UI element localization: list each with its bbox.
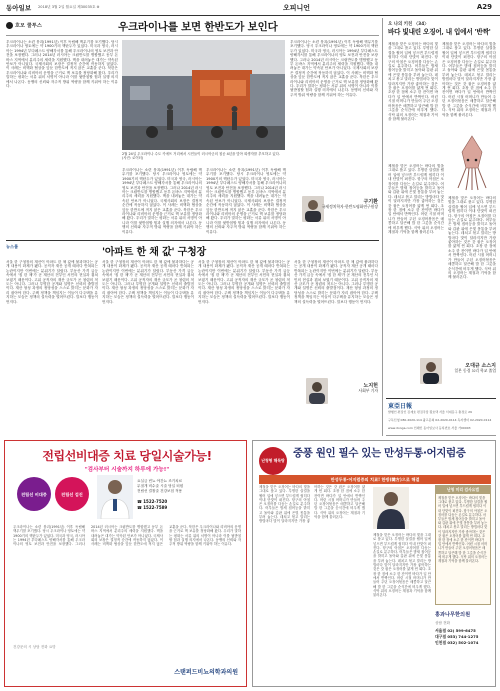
news-headline: '아파트 한 채 값' 구청장 xyxy=(102,247,206,258)
ad2-headline: 중풍 원인 필수 있는 만성두통·어지럼증 xyxy=(293,447,466,459)
news-body-col-1: 서울 한 구청장의 재산이 아파트 한 채 값에 불과하다는 공개 내용이 화제가 됐다. 공직자 재산 공개 때마다 반복되는 논란이지만 이번에는 분위기가 달랐다. 부동산 가격 급등 속에서 '집 한 채'가 곧 재산의 전부인 서민의 현실과 겹쳐 보였기 때문이다. 고위 공직자의 재산 규모가 곧 청렴의 척도는 아니다. 그러나 투명한 공개와 설명은 신뢰의 출발점이다. 재산 형성 과정의 정당성을 스스로 밝히는 문화가 자리 잡아야 한다. 주택 정책을 책임지는 이들이 다주택을 유지하는 모습은 정책의 설득력을 떨어뜨린다. 말보다 행동이 먼저다. xyxy=(6,260,98,304)
right-body-col-3: 제철을 맞은 오징어는 바다의 빛을 그대로 품고 있다. 투명한 살결을 썰어 입에 넣으면 부드럽게 씹히다 이내 단맛이 퍼진다. 항구의 아침은 오징어를 다듬는 손길로 분주하다. 어부들은 밤새 집어등을 밝히고 돌아와 갑판 위에 은빛 몸통을 부려 놓는다. 데치고 볶고 말리는 방법마다 맛이 달라지지만 가장 좋아하는 것은 갓 잡은 오징어를 얇게 썬 회다. 초장 한 점에 소주 한 잔이면 바다가 입 안에서 반짝인다. 어린 시절 어머니가 만들어 주던 오징어볶음은 매콤하고 달큰해 밥 한 그릇을 순식간에 비우게 했다. 식탁 위의 오징어는 계절과 기억을 함께 불러온다. xyxy=(388,164,444,235)
ad1-headline: 전립선비대증 치료 당일시술가능! xyxy=(42,449,212,463)
ad1-badge-2: 전립선 검진 xyxy=(55,477,89,511)
divider xyxy=(6,240,379,241)
news-body-col-2: 서울 한 구청장의 재산이 아파트 한 채 값에 불과하다는 공개 내용이 화제가 됐다. 공직자 재산 공개 때마다 반복되는 논란이지만 이번에는 분위기가 달랐다. 부동산 가격 급등 속에서 '집 한 채'가 곧 재산의 전부인 서민의 현실과 겹쳐 보였기 때문이다. 고위 공직자의 재산 규모가 곧 청렴의 척도는 아니다. 그러나 투명한 공개와 설명은 신뢰의 출발점이다. 재산 형성 과정의 정당성을 스스로 밝히는 문화가 자리 잡아야 한다. 주택 정책을 책임지는 이들이 다주택을 유지하는 모습은 정책의 설득력을 떨어뜨린다. 말보다 행동이 먼저다. xyxy=(102,260,194,304)
news-kicker: 뉴스룸 xyxy=(6,244,19,249)
left-body-col-2: 우크라이나는 소련 붕괴(1991년) 이후 독립해 핵무기를 포기했다. 당시 우크라이나 영토에는 약 1900기의 핵탄두가 있었다. 미국과 영국, 러시아는 1994년 부다페스트 양해각서를 통해 우크라이나의 영토 보전과 안전을 보장했다. 그러나 2014년 러시아는 크림반도를 병합했고 동부 돈바스 지역에서 분리주의 세력을 지원했다. 핵을 내려놓은 대가는 약속된 안보가 아니었다. 국제사회의 보장은 결정적 순간에 작동하지 않았다. 이 사례는 비핵화 협상을 앞둔 한반도에 적지 않은 교훈을 준다. 북한은 우크라이나와 리비아의 운명을 근거로 핵 보유를 정당화해 왔다. 우리가 말하는 평화는 서류 위의 서명이 아니라 이를 뒷받침할 힘과 실행 의지에서 나온다. 동맹의 신뢰와 자주적 방위 역량을 함께 키워야 하는 이유다. xyxy=(122,168,202,234)
publisher-logo: 東亞日報 xyxy=(388,403,413,410)
squid-illustration xyxy=(448,132,496,192)
news-body-col-3: 서울 한 구청장의 재산이 아파트 한 채 값에 불과하다는 공개 내용이 화제가 됐다. 공직자 재산 공개 때마다 반복되는 논란이지만 이번에는 분위기가 달랐다. 부동산 가격 급등 속에서 '집 한 채'가 곧 재산의 전부인 서민의 현실과 겹쳐 보였기 때문이다. 고위 공직자의 재산 규모가 곧 청렴의 척도는 아니다. 그러나 투명한 공개와 설명은 신뢰의 출발점이다. 재산 형성 과정의 정당성을 스스로 밝히는 문화가 자리 잡아야 한다. 주택 정책을 책임지는 이들이 다주택을 유지하는 모습은 정책의 설득력을 떨어뜨린다. 말보다 행동이 먼저다. xyxy=(198,260,290,304)
ad1-phone-2[interactable]: 1522-7589 xyxy=(143,505,168,510)
ad1-clinic-name: 스탠퍼드비뇨의학과의원 xyxy=(174,669,238,676)
ad1-phone-box[interactable]: ☎ 1522-7520 ☎ 1522-7589 xyxy=(137,499,168,510)
right-body-col-1: 제철을 맞은 오징어는 바다의 빛을 그대로 품고 있다. 투명한 살결을 썰어 입에 넣으면 부드럽게 씹히다 이내 단맛이 퍼진다. 항구의 아침은 오징어를 다듬는 손길로 분주하다. 어부들은 밤새 집어등을 밝히고 돌아와 갑판 위에 은빛 몸통을 부려 놓는다. 데치고 볶고 말리는 방법마다 맛이 달라지지만 가장 좋아하는 것은 갓 잡은 오징어를 얇게 썬 회다. 초장 한 점에 소주 한 잔이면 바다가 입 안에서 반짝인다. 어린 시절 어머니가 만들어 주던 오징어볶음은 매콤하고 달큰해 밥 한 그릇을 순식간에 비우게 했다. 식탁 위의 오징어는 계절과 기억을 함께 불러온다. xyxy=(388,42,438,121)
publisher-box xyxy=(386,398,496,436)
ad1-subheadline: "검사부터 시술까지 하루에 가능!" xyxy=(84,467,170,473)
right-body-col-4: 제철을 맞은 오징어는 바다의 빛을 그대로 품고 있다. 투명한 살결을 썰어 입에 넣으면 부드럽게 씹히다 이내 단맛이 퍼진다. 항구의 아침은 오징어를 다듬는 손길로 분주하다. 어부들은 밤새 집어등을 밝히고 돌아와 갑판 위에 은빛 몸통을 부려 놓는다. 데치고 볶고 말리는 방법마다 맛이 달라지지만 가장 좋아하는 것은 갓 잡은 오징어를 얇게 썬 회다. 초장 한 점에 소주 한 잔이면 바다가 입 안에서 반짝인다. 어린 시절 어머니가 만들어 주던 오징어볶음은 매콤하고 달큰해 밥 한 그릇을 순식간에 비우게 했다. 식탁 위의 오징어는 계절과 기억을 함께 불러온다. xyxy=(448,196,496,280)
publisher-line-2: 구독신청 080-2020-114 광고문의 02-2020-0114 독자센터 02-2020-0114 xyxy=(388,418,492,422)
right-author-portrait xyxy=(420,358,442,384)
ad2-contact[interactable] xyxy=(435,611,491,683)
ad1-badge-1: 전립선 비대증 xyxy=(17,477,51,511)
ad1-phone-1[interactable]: 1522-7520 xyxy=(143,499,168,504)
ad2-subheadline: 만성두통·어지럼증의 치료! 한방(韓方)으로 해결 xyxy=(259,475,491,484)
masthead: 동아일보 xyxy=(6,4,32,12)
ad-prostate-clinic[interactable] xyxy=(4,440,247,687)
right-headline: 바다 빛내린 오징어, 내 입에서 '반짝' xyxy=(388,28,491,36)
news-author-name: 노지헌 xyxy=(363,383,378,389)
right-author-name: 오대규 소스지 xyxy=(465,363,496,369)
publisher-line-1: 발행인·편집인 김재호 편집국장 황호택 서울 서대문구 충정로 29 xyxy=(388,410,472,414)
column-logo-icon xyxy=(6,22,13,29)
section-title: 오피니언 xyxy=(283,3,311,12)
publisher-line-3: www.donga.com 인쇄인 동아일보사 등록번호 서울 가00003 xyxy=(388,426,471,430)
left-body-col-3: 우크라이나는 소련 붕괴(1991년) 이후 독립해 핵무기를 포기했다. 당시 우크라이나 영토에는 약 1900기의 핵탄두가 있었다. 미국과 영국, 러시아는 1994년 부다페스트 양해각서를 통해 우크라이나의 영토 보전과 안전을 보장했다. 그러나 2014년 러시아는 크림반도를 병합했고 동부 돈바스 지역에서 분리주의 세력을 지원했다. 핵을 내려놓은 대가는 약속된 안보가 아니었다. 국제사회의 보장은 결정적 순간에 작동하지 않았다. 이 사례는 비핵화 협상을 앞둔 한반도에 적지 않은 교훈을 준다. 북한은 우크라이나와 리비아의 운명을 근거로 핵 보유를 정당화해 왔다. 우리가 말하는 평화는 서류 위의 서명이 아니라 이를 뒷받침할 힘과 실행 의지에서 나온다. 동맹의 신뢰와 자주적 방위 역량을 함께 키워야 하는 이유다. xyxy=(206,168,286,234)
ad2-phone[interactable]: 서울점 02) 599-6475 xyxy=(435,628,476,633)
page-number: A29 xyxy=(476,3,492,11)
news-body-col-4: 서울 한 구청장의 재산이 아파트 한 채 값에 불과하다는 공개 내용이 화제가 됐다. 공직자 재산 공개 때마다 반복되는 논란이지만 이번에는 분위기가 달랐다. 부동산 가격 급등 속에서 '집 한 채'가 곧 재산의 전부인 서민의 현실과 겹쳐 보였기 때문이다. 고위 공직자의 재산 규모가 곧 청렴의 척도는 아니다. 그러나 투명한 공개와 설명은 신뢰의 출발점이다. 재산 형성 과정의 정당성을 스스로 밝히는 문화가 자리 잡아야 한다. 주택 정책을 책임지는 이들이 다주택을 유지하는 모습은 정책의 설득력을 떨어뜨린다. 말보다 행동이 먼저다. xyxy=(294,260,378,304)
column-logo: 호모 쿨투스 xyxy=(6,22,66,32)
divider xyxy=(6,35,379,36)
left-body-col-1: 우크라이나는 소련 붕괴(1991년) 이후 독립해 핵무기를 포기했다. 당시 우크라이나 영토에는 약 1900기의 핵탄두가 있었다. 미국과 영국, 러시아는 1994년 부다페스트 양해각서를 통해 우크라이나의 영토 보전과 안전을 보장했다. 그러나 2014년 러시아는 크림반도를 병합했고 동부 돈바스 지역에서 분리주의 세력을 지원했다. 핵을 내려놓은 대가는 약속된 안보가 아니었다. 국제사회의 보장은 결정적 순간에 작동하지 않았다. 이 사례는 비핵화 협상을 앞둔 한반도에 적지 않은 교훈을 준다. 북한은 우크라이나와 리비아의 운명을 근거로 핵 보유를 정당화해 왔다. 우리가 말하는 평화는 서류 위의 서명이 아니라 이를 뒷받침할 힘과 실행 의지에서 나온다. 동맹의 신뢰와 자주적 방위 역량을 함께 키워야 하는 이유다. xyxy=(6,40,118,89)
ad1-doctor-photo xyxy=(97,475,133,519)
ad1-body-text: 우크라이나는 소련 붕괴(1991년) 이후 독립해 핵무기를 포기했다. 당시 우크라이나 영토에는 약 1900기의 핵탄두가 있었다. 미국과 영국, 러시아는 1994년 부다페스트 양해각서를 통해 우크라이나의 영토 보전과 안전을 보장했다. 그러나 2014년 러시아는 크림반도를 병합했고 동부 돈바스 지역에서 분리주의 세력을 지원했다. 핵을 내려놓은 대가는 약속된 안보가 아니었다. 국제사회의 보장은 결정적 순간에 작동하지 않았다. 이 사례는 비핵화 협상을 앞둔 한반도에 적지 않은 교훈을 준다. 북한은 우크라이나와 리비아의 운명을 근거로 핵 보유를 정당화해 왔다. 우리가 말하는 평화는 서류 위의 서명이 아니라 이를 뒷받침할 힘과 실행 의지에서 나온다. 동맹의 신뢰와 자주적 방위 역량을 함께 키워야 하는 이유다. xyxy=(13,525,241,547)
ad2-info-box xyxy=(435,485,491,605)
ad1-item: 요실금 빈뇨 야간뇨 조기치료 xyxy=(137,479,183,483)
ad2-box-title: 난청 미리 검사요법 xyxy=(436,486,490,494)
news-photo xyxy=(122,40,285,150)
squid-illustration-image xyxy=(448,132,496,192)
doctor-photo-image xyxy=(97,475,133,519)
ad1-items xyxy=(137,479,241,494)
dateline: 2018년 3월 2일 월요일 제30035호 ⊛ xyxy=(38,5,100,9)
ad-headache-clinic[interactable] xyxy=(252,440,496,687)
left-headline: 우크라이나를 보면 한반도가 보인다 xyxy=(118,21,278,33)
ad2-box-text: 제철을 맞은 오징어는 바다의 빛을 그대로 품고 있다. 투명한 살결을 썰어 입에 넣으면 부드럽게 씹히다 이내 단맛이 퍼진다. 항구의 아침은 오징어를 다듬는 손길로 분주하다. 어부들은 밤새 집어등을 밝히고 돌아와 갑판 위에 은빛 몸통을 부려 놓는다. 데치고 볶고 말리는 방법마다 맛이 달라지지만 가장 좋아하는 것은 갓 잡은 오징어를 얇게 썬 회다. 초장 한 점에 소주 한 잔이면 바다가 입 안에서 반짝인다. 어린 시절 어머니가 만들어 주던 오징어볶음은 매콤하고 달큰해 밥 한 그릇을 순식간에 비우게 했다. 식탁 위의 오징어는 계절과 기억을 함께 불러온다. xyxy=(438,496,488,564)
ad2-badge: 난청형 해독탕 xyxy=(259,447,287,475)
ad2-portrait xyxy=(373,487,409,529)
news-photo-image xyxy=(122,40,285,150)
ad2-body-text-2: 제철을 맞은 오징어는 바다의 빛을 그대로 품고 있다. 투명한 살결을 썰어 입에 넣으면 부드럽게 씹히다 이내 단맛이 퍼진다. 항구의 아침은 오징어를 다듬는 손길로 분주하다. 어부들은 밤새 집어등을 밝히고 돌아와 갑판 위에 은빛 몸통을 부려 놓는다. 데치고 볶고 말리는 방법마다 맛이 달라지지만 가장 좋아하는 것은 갓 잡은 오징어를 얇게 썬 회다. 초장 한 점에 소주 한 잔이면 바다가 입 안에서 반짝인다. 어린 시절 어머니가 만들어 주던 오징어볶음은 매콤하고 달큰해 밥 한 그릇을 순식간에 비우게 했다. 식탁 위의 오징어는 계절과 기억을 함께 불러온다. xyxy=(373,533,431,598)
right-author-signature xyxy=(442,364,496,373)
ad1-item: 전립선 결찰술 건강보험 적용 xyxy=(137,489,183,493)
author-name: 구기환 xyxy=(363,199,378,205)
news-author-signature xyxy=(318,384,378,393)
ad2-phone[interactable]: 대구점 053) 744-1275 xyxy=(435,634,479,639)
ad2-portrait-image xyxy=(373,487,409,529)
left-body-col-4: 우크라이나는 소련 붕괴(1991년) 이후 독립해 핵무기를 포기했다. 당시 우크라이나 영토에는 약 1900기의 핵탄두가 있었다. 미국과 영국, 러시아는 1994년 부다페스트 양해각서를 통해 우크라이나의 영토 보전과 안전을 보장했다. 그러나 2014년 러시아는 크림반도를 병합했고 동부 돈바스 지역에서 분리주의 세력을 지원했다. 핵을 내려놓은 대가는 약속된 안보가 아니었다. 국제사회의 보장은 결정적 순간에 작동하지 않았다. 이 사례는 비핵화 협상을 앞둔 한반도에 적지 않은 교훈을 준다. 북한은 우크라이나와 리비아의 운명을 근거로 핵 보유를 정당화해 왔다. 우리가 말하는 평화는 서류 위의 서명이 아니라 이를 뒷받침할 힘과 실행 의지에서 나온다. 동맹의 신뢰와 자주적 방위 역량을 함께 키워야 하는 이유다. xyxy=(290,40,378,97)
ad1-item: 무절개 비수술 시술 당일 퇴원 xyxy=(137,484,184,488)
column-separator xyxy=(382,18,383,436)
right-kicker: 오 나의 키친 〈34〉 xyxy=(388,22,429,27)
ad2-clinic-name: 홍과나무한의원 xyxy=(435,612,471,618)
ad2-phone-label: 상담 전화 xyxy=(435,621,451,625)
author-title: 국제정치학자·한반도평화연구원장 xyxy=(321,203,378,209)
right-author-portrait-image xyxy=(420,358,442,384)
news-author-title: 사회부 기자 xyxy=(358,387,378,393)
page-header xyxy=(0,0,500,16)
ad2-body-text: 제철을 맞은 오징어는 바다의 빛을 그대로 품고 있다. 투명한 살결을 썰어 입에 넣으면 부드럽게 씹히다 이내 단맛이 퍼진다. 항구의 아침은 오징어를 다듬는 손길로 분주하다. 어부들은 밤새 집어등을 밝히고 돌아와 갑판 위에 은빛 몸통을 부려 놓는다. 데치고 볶고 말리는 방법마다 맛이 달라지지만 가장 좋아하는 것은 갓 잡은 오징어를 얇게 썬 회다. 초장 한 점에 소주 한 잔이면 바다가 입 안에서 반짝인다. 어린 시절 어머니가 만들어 주던 오징어볶음은 매콤하고 달큰해 밥 한 그릇을 순식간에 비우게 했다. 식탁 위의 오징어는 계절과 기억을 함께 불러온다. xyxy=(259,485,365,524)
author-signature xyxy=(320,200,378,209)
right-author-title: 일본 동경 요리 학교 졸업 xyxy=(454,367,496,373)
ad2-phone[interactable]: 인천점 032) 502-1074 xyxy=(435,640,479,645)
ad1-dept: 건강문의 시 상담 전화 요망 xyxy=(13,645,56,649)
photo-caption: 2월 24일 우크라이나 수도 키예프 거리에서 시민들이 러시아군의 침공 4년을 맞아 희생자를 추모하고 있다. (사진: 로이터) xyxy=(122,152,281,161)
right-body-col-2: 제철을 맞은 오징어는 바다의 빛을 그대로 품고 있다. 투명한 살결을 썰어 입에 넣으면 부드럽게 씹히다 이내 단맛이 퍼진다. 항구의 아침은 오징어를 다듬는 손길로 분주하다. 어부들은 밤새 집어등을 밝히고 돌아와 갑판 위에 은빛 몸통을 부려 놓는다. 데치고 볶고 말리는 방법마다 맛이 달라지지만 가장 좋아하는 것은 갓 잡은 오징어를 얇게 썬 회다. 초장 한 점에 소주 한 잔이면 바다가 입 안에서 반짝인다. 어린 시절 어머니가 만들어 주던 오징어볶음은 매콤하고 달큰해 밥 한 그릇을 순식간에 비우게 했다. 식탁 위의 오징어는 계절과 기억을 함께 불러온다. xyxy=(442,42,496,117)
